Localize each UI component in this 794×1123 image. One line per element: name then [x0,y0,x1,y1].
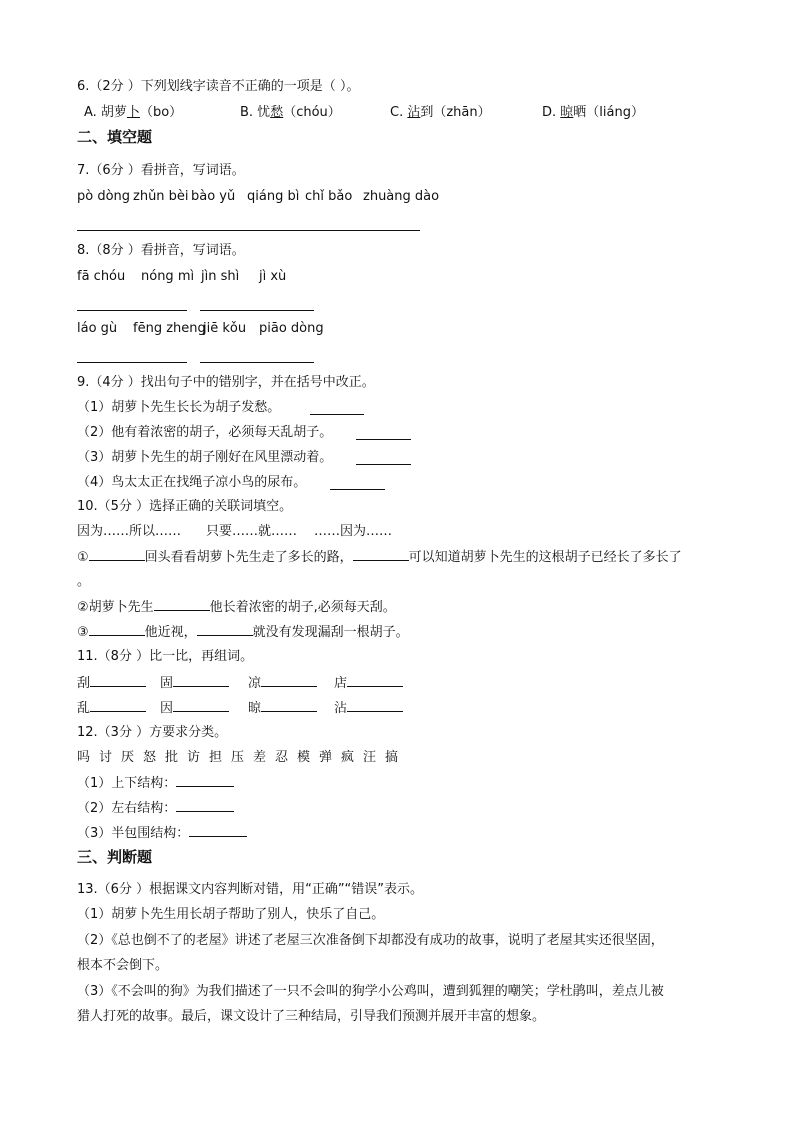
q11-char: 晾 [248,699,317,718]
q9-item: （3）胡萝卜先生的胡子刚好在风里漂动着。 [77,450,333,465]
q12-char: 担 [209,750,223,765]
q12-item: （2）左右结构： [77,799,234,818]
q8-answer-line[interactable] [200,362,314,363]
answer-blank[interactable] [189,824,247,837]
q9-item: （2）他有着浓密的胡子，必须每天乱胡子。 [77,425,333,440]
section-judgement-title: 三、判断题 [77,848,153,866]
answer-blank[interactable] [347,699,403,712]
q13-statement: （3）《不会叫的狗》为我们描述了一只不会叫的狗学小公鸡叫，遭到狐狸的嘲笑；学杜鹃叫，差点儿被 [77,984,664,999]
pinyin: fēng zheng [133,321,206,336]
q11-char: 刮 [77,674,146,693]
q10-option: ……因为…… [314,524,393,539]
answer-blank[interactable] [353,548,409,561]
answer-blank[interactable] [176,774,234,787]
pinyin: zhuàng dào [363,189,440,204]
q12-item: （3）半包围结构： [77,824,247,843]
q6-title: 6.（2分 ）下列划线字读音不正确的一项是（ ）。 [77,79,360,94]
q10-sentence-1-end: 。 [77,574,91,589]
pinyin: bào yǔ [191,189,236,204]
q12-char: 讨 [99,750,113,765]
pinyin: jì xù [259,269,287,284]
q12-char: 访 [187,750,201,765]
q13-statement: （2）《总也倒不了的老屋》讲述了老屋三次准备倒下却都没有成功的故事，说明了老屋其实还很坚固， [77,933,664,948]
q8-pinyin-row-2 [77,320,324,338]
pinyin: fā chóu [77,269,126,284]
answer-blank[interactable] [90,699,146,712]
q13-statement-cont: 根本不会倒下。 [77,958,169,973]
q11-title: 11.（8分 ）比一比，再组词。 [77,649,254,664]
pinyin: qiáng bì [247,189,300,204]
q9-answer-line[interactable] [356,439,411,440]
q6-option-b: B. 忧愁（chóu） [240,105,341,120]
q12-char: 模 [297,750,311,765]
q12-char: 厌 [121,750,135,765]
q11-char: 因 [160,699,229,718]
answer-blank[interactable] [173,674,229,687]
q10-title: 10.（5分 ）选择正确的关联词填空。 [77,499,293,514]
q9-title: 9.（4分 ）找出句子中的错别字，并在括号中改正。 [77,375,375,390]
q12-char: 疯 [341,750,355,765]
q6-option-d: D. 晾晒（liáng） [542,105,644,120]
q11-char: 店 [334,674,403,693]
q12-char: 弹 [319,750,333,765]
answer-blank[interactable] [90,674,146,687]
q12-char: 怒 [143,750,157,765]
q11-char: 沾 [334,699,403,718]
q13-title: 13.（6分 ）根据课文内容判断对错，用“正确”“错误”表示。 [77,882,424,897]
q9-answer-line[interactable] [356,464,411,465]
q8-answer-line[interactable] [77,310,187,311]
q12-char-list [77,749,407,767]
pinyin: jiē kǒu [203,321,247,336]
answer-blank[interactable] [261,699,317,712]
q7-answer-line[interactable] [77,230,420,231]
answer-blank[interactable] [89,623,145,636]
q12-char: 差 [253,750,267,765]
q10-option: 因为……所以…… [77,524,182,539]
q8-title: 8.（8分 ）看拼音，写词语。 [77,243,245,258]
answer-blank[interactable] [154,598,210,611]
q8-pinyin-row-1 [77,268,286,286]
answer-blank[interactable] [173,699,229,712]
pinyin: piāo dòng [259,321,324,336]
q10-sentence-3: ③ 他近视， 就没有发现漏刮一根胡子。 [77,625,409,640]
answer-blank[interactable] [176,799,234,812]
pinyin: pò dòng [77,189,131,204]
q9-answer-line[interactable] [330,489,385,490]
answer-blank[interactable] [347,674,403,687]
answer-blank[interactable] [89,548,145,561]
q12-char: 压 [231,750,245,765]
q9-item: （1）胡萝卜先生长长为胡子发愁。 [77,400,281,415]
pinyin: láo gù [77,321,118,336]
q7-pinyin-row [77,188,439,206]
answer-blank[interactable] [197,623,253,636]
q8-answer-line[interactable] [77,362,187,363]
pinyin: nóng mì [141,269,195,284]
q10-option: 只要……就…… [206,524,298,539]
q11-char: 固 [160,674,229,693]
q12-item: （1）上下结构： [77,774,234,793]
q12-title: 12.（3分 ）方要求分类。 [77,725,228,740]
q10-sentence-2: ②胡萝卜先生 他长着浓密的胡子,必须每天刮。 [77,600,396,615]
q6-option-c: C. 沾到（zhān） [390,105,491,120]
q13-statement: （1）胡萝卜先生用长胡子帮助了别人，快乐了自己。 [77,907,385,922]
q9-answer-line[interactable] [310,414,364,415]
q12-char: 忍 [275,750,289,765]
answer-blank[interactable] [261,674,317,687]
q9-item: （4）鸟太太正在找绳子凉小鸟的尿布。 [77,475,307,490]
q12-char: 搞 [385,750,399,765]
q12-char: 批 [165,750,179,765]
pinyin: zhǔn bèi [133,189,189,204]
pinyin: chǐ bǎo [305,189,353,204]
q8-answer-line[interactable] [200,310,314,311]
q11-char: 凉 [248,674,317,693]
q12-char: 汪 [363,750,377,765]
pinyin: jìn shì [201,269,240,284]
q13-statement-cont: 猎人打死的故事。最后，课文设计了三种结局，引导我们预测并展开丰富的想象。 [77,1009,546,1024]
q6-option-a: A. 胡萝卜（bo） [84,105,183,120]
q12-char: 吗 [77,750,91,765]
section-fill-in-title: 二、填空题 [77,128,153,146]
q10-sentence-1: ① 回头看看胡萝卜先生走了多长的路， 可以知道胡萝卜先生的这根胡子已经长了多长了 [77,550,682,565]
q11-char: 乱 [77,699,146,718]
q7-title: 7.（6分 ）看拼音，写词语。 [77,163,245,178]
